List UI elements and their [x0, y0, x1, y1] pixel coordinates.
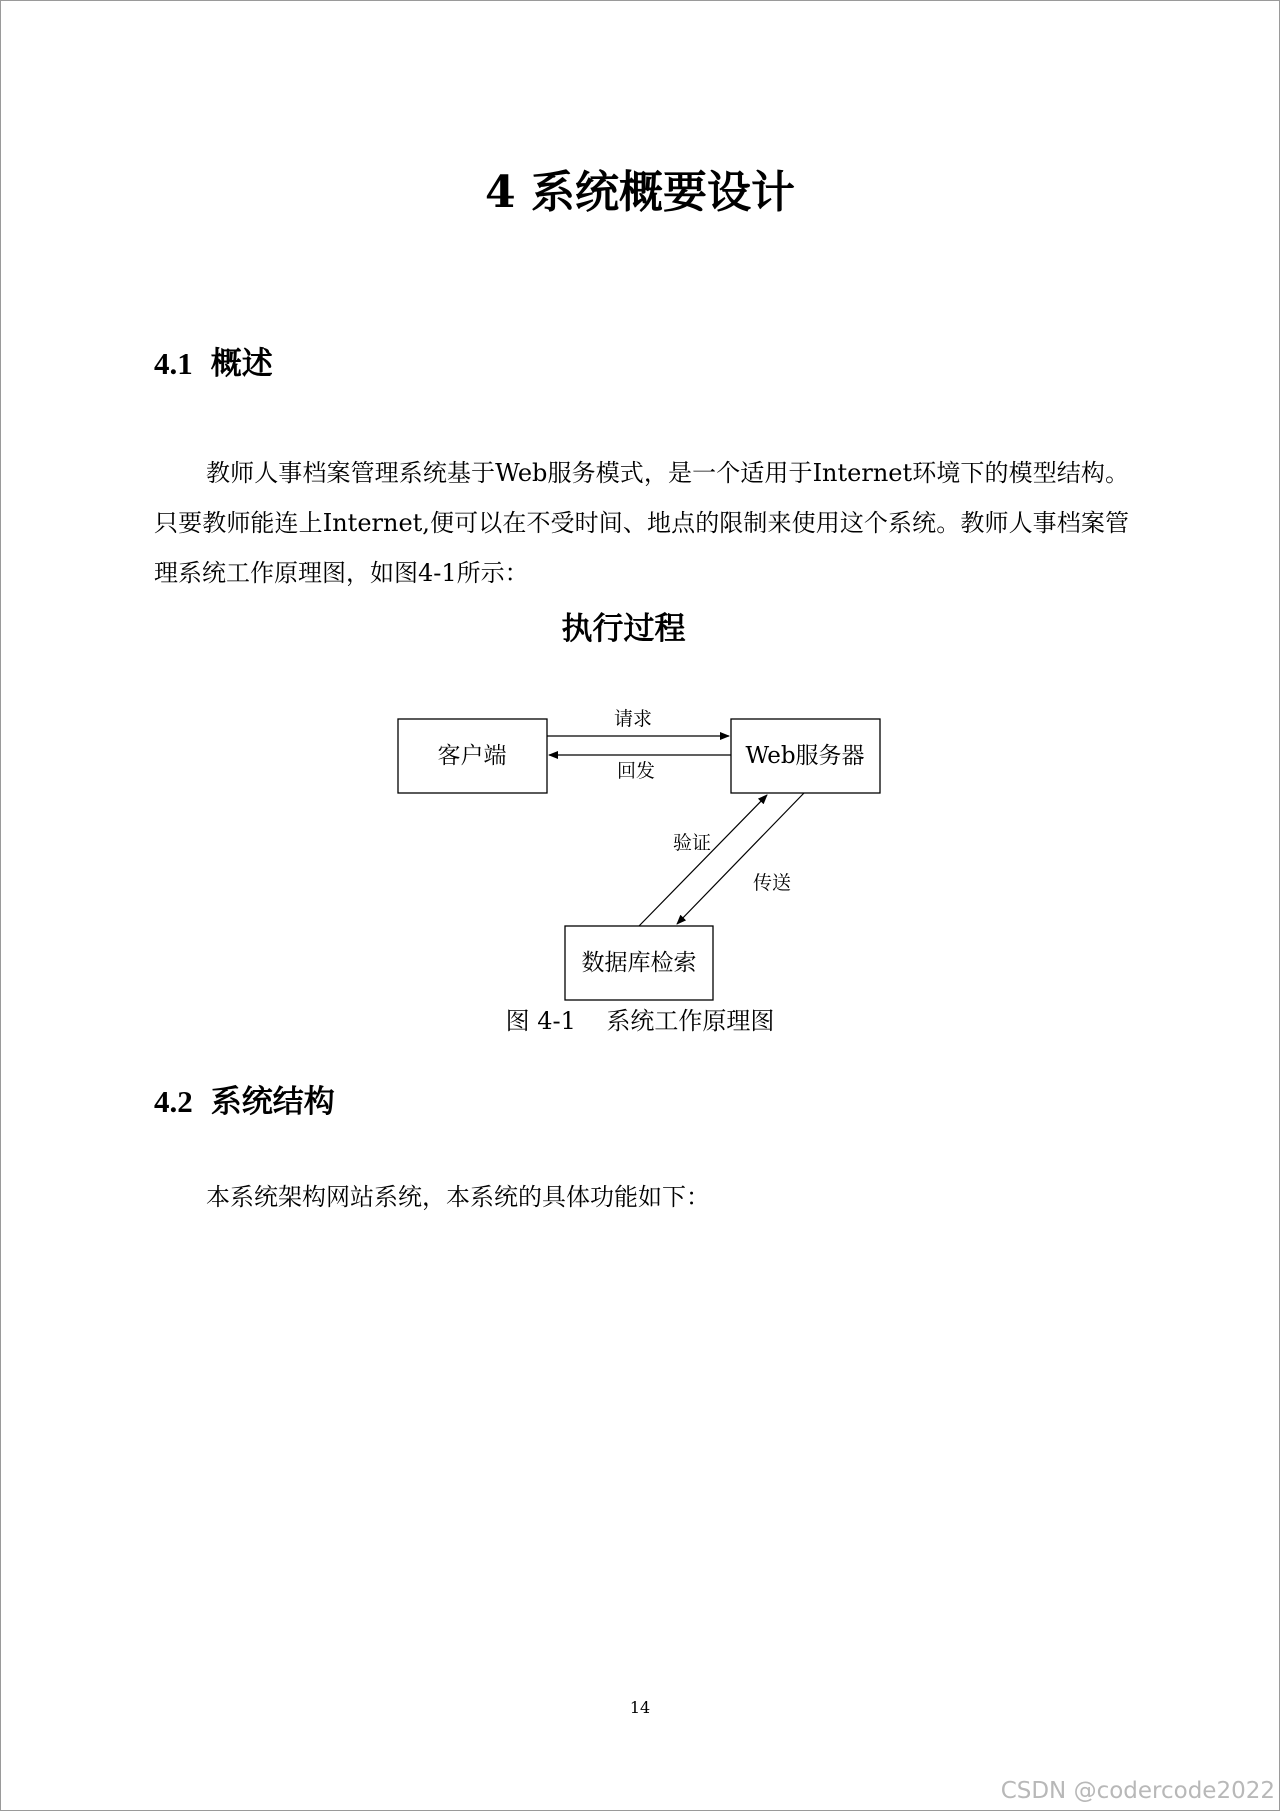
transfer-arrow — [677, 793, 804, 924]
figure-caption: 图 4-1 系统工作原理图 — [505, 1007, 775, 1035]
request-label: 请求 — [613, 708, 653, 730]
section-title-text: 系统结构 — [210, 1084, 335, 1120]
reply-label: 回发 — [616, 760, 656, 782]
verify-label: 验证 — [672, 832, 712, 854]
overview-paragraph: 教师人事档案管理系统基于Web服务模式，是一个适用于Internet环境下的模型结构。只要教师能连上Internet,便可以在不受时间、地点的限制来使用这个系统。教师人事档案管理系统工作原理图，如图4-1所示： — [154, 459, 1129, 587]
verify-arrow — [639, 795, 767, 926]
web-server-label: Web服务器 — [745, 743, 865, 769]
chapter-title: 4 系统概要设计 — [485, 167, 795, 218]
transfer-label: 传送 — [752, 872, 792, 894]
diagram-title: 执行过程 — [561, 611, 686, 647]
section-heading-overview — [154, 338, 273, 383]
watermark: CSDN @codercode2022 — [1000, 1778, 1275, 1804]
work-principle-diagram — [381, 691, 901, 1011]
database-label: 数据库检索 — [581, 950, 697, 976]
section-number: 4.1 — [154, 346, 193, 381]
page-number: 14 — [629, 1698, 651, 1717]
structure-paragraph: 本系统架构网站系统，本系统的具体功能如下： — [206, 1183, 710, 1211]
section-title-text: 概述 — [210, 346, 273, 382]
client-label: 客户端 — [437, 743, 507, 769]
section-heading-structure — [154, 1076, 335, 1121]
section-number: 4.2 — [154, 1084, 193, 1119]
